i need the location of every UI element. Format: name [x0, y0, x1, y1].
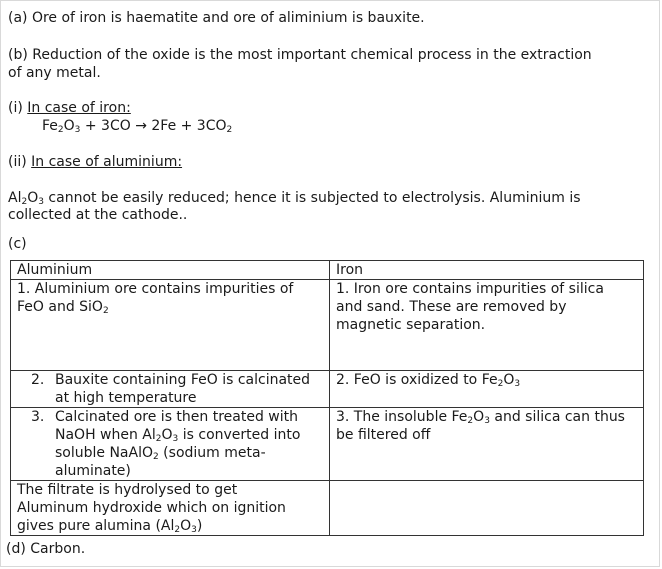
header-iron: Iron [330, 261, 644, 280]
item-text [55, 408, 329, 480]
cell-sub: 3 [191, 525, 197, 535]
item-number: 3. [31, 409, 45, 425]
table-row [11, 371, 644, 408]
cell-line: Calcinated ore is then treated with [55, 409, 299, 425]
cell-part: O [161, 427, 173, 443]
part-b-line-1: (b) Reduction of the oxide is the most important chemical process in the extraction [8, 47, 592, 63]
eq-sub: 2 [57, 125, 64, 135]
part-ii-heading-text: In case of aluminium: [31, 154, 183, 170]
alumina-line-1 [8, 189, 581, 207]
table-row [11, 481, 644, 536]
cell-sub: 2 [497, 379, 504, 389]
part-i-heading [8, 99, 131, 117]
cell-sub: 2 [174, 525, 181, 535]
al-part: cannot be easily reduced; hence it is subjected to electrolysis. Aluminium is [43, 190, 581, 206]
cell-sub: 3 [514, 379, 521, 389]
cell-line: magnetic separation. [336, 317, 486, 333]
cell-line: Bauxite containing FeO is calcinated [55, 372, 311, 388]
part-i-heading-text: In case of iron: [27, 100, 131, 116]
header-aluminium: Aluminium [11, 261, 330, 280]
iron-step-4-empty [330, 481, 644, 536]
cell-part: FeO and SiO [17, 299, 103, 315]
cell-line: aluminate) [55, 463, 131, 479]
cell-line [55, 444, 329, 462]
aluminium-step-4 [11, 481, 330, 536]
part-ii-prefix: (ii) [8, 154, 32, 170]
table-row [11, 280, 644, 371]
cell-line [336, 371, 643, 389]
cell-line: 1. Aluminium ore contains impurities of [17, 281, 294, 297]
al-part: O [27, 190, 39, 206]
hanging-item [17, 408, 329, 480]
cell-part: O [473, 409, 485, 425]
aluminium-step-1 [11, 280, 330, 371]
cell-line [55, 426, 329, 444]
cell-line: The filtrate is hydrolysed to get [17, 482, 238, 498]
part-a-text: (a) Ore of iron is haematite and ore of aliminium is bauxite. [8, 10, 425, 26]
al-sub: 2 [21, 197, 28, 207]
cell-part: O [180, 518, 192, 534]
table-header-row [11, 261, 644, 280]
iron-step-2 [330, 371, 644, 408]
table-row [11, 408, 644, 481]
aluminium-step-3 [11, 408, 330, 481]
cell-part: (sodium meta- [158, 445, 266, 461]
cell-sub: 2 [153, 452, 159, 462]
part-ii-heading [8, 153, 182, 171]
cell-line [336, 408, 643, 426]
cell-part: ) [196, 518, 203, 534]
cell-sub: 2 [102, 306, 109, 316]
cell-sub: 3 [172, 434, 179, 444]
cell-part: NaOH when Al [55, 427, 156, 443]
eq-part: Fe [42, 118, 58, 134]
cell-sub: 2 [155, 434, 162, 444]
item-text [55, 371, 329, 407]
cell-line: and sand. These are removed by [336, 299, 567, 315]
cell-sub: 3 [484, 416, 490, 426]
cell-part: soluble NaAlO [55, 445, 153, 461]
eq-sub: 3 [74, 125, 81, 135]
cell-line [17, 298, 329, 316]
part-c-label: (c) [8, 236, 27, 252]
iron-equation [42, 117, 232, 135]
cell-sub: 2 [467, 416, 474, 426]
eq-sub: 2 [226, 125, 233, 135]
al-sub: 3 [38, 197, 44, 207]
iron-step-3 [330, 408, 644, 481]
cell-line: be filtered off [336, 427, 431, 443]
iron-step-1 [330, 280, 644, 371]
part-b-line-2: of any metal. [8, 65, 101, 81]
part-d-text: (d) Carbon. [6, 541, 86, 557]
cell-line: 1. Iron ore contains impurities of silica [336, 281, 604, 297]
cell-part: O [503, 372, 515, 388]
cell-line: Aluminum hydroxide which on ignition [17, 500, 286, 516]
cell-part: gives pure alumina (Al [17, 518, 175, 534]
eq-part: + 3CO → 2Fe + 3CO [80, 118, 227, 134]
cell-line: at high temperature [55, 390, 197, 406]
eq-part: O [63, 118, 75, 134]
part-i-prefix: (i) [8, 100, 28, 116]
alumina-line-2: collected at the cathode.. [8, 207, 188, 223]
item-number: 2. [31, 372, 45, 388]
aluminium-step-2 [11, 371, 330, 408]
cell-part: 2. FeO is oxidized to Fe [336, 372, 498, 388]
al-part: Al [8, 190, 22, 206]
cell-part: is converted into [178, 427, 301, 443]
cell-line [17, 517, 329, 535]
hanging-item [17, 371, 329, 407]
cell-part: and silica can thus [489, 409, 625, 425]
cell-part: 3. The insoluble Fe [336, 409, 468, 425]
comparison-table [10, 260, 644, 536]
